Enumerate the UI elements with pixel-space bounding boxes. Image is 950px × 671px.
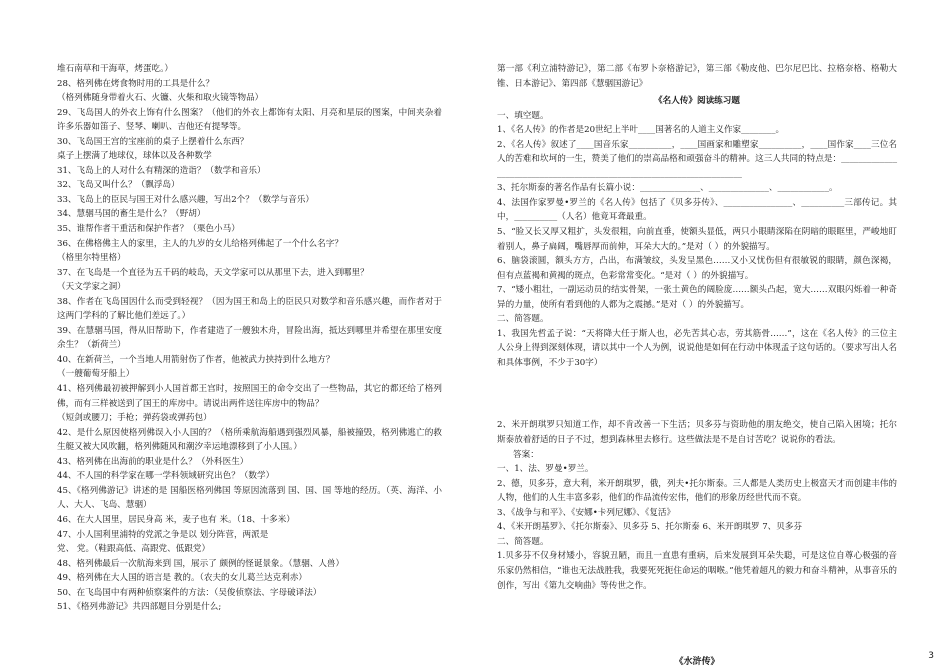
short-question-1: 1、我国先哲孟子说：“天将降大任于斯人也，必先苦其心志，劳其筋骨……”，这在《名人传》的三位主人公身上得到深刻体现，请以其中一个人为例，说说他是如何在行动中体现孟子这句话的。（要求写出人名和具体事例，不少于30字） xyxy=(497,328,897,368)
left-line: 40、在新荷兰，一个当地人用箭射伤了作者，他被武力挟持到什么地方？ xyxy=(57,354,335,365)
left-line: 43、格列佛在出海前的职业是什么？（外科医生） xyxy=(57,456,249,467)
left-line: 49、格列佛在大人国的语言是 教的。（农夫的女儿葛兰达克利赤） xyxy=(57,573,307,584)
left-line: 44、不人国的科学家在哪一学科领域研究出色？（数学） xyxy=(57,471,275,482)
short-question-2: 2、米开朗琪罗只知道工作，却不肯改善一下生活；贝多芬与资助他的朋友绝交，使自己陷入困境；托尔斯泰放着舒适的日子不过，想到森林里去修行。这些做法是不是自讨苦吃？说说你的看法。 xyxy=(497,420,897,446)
fill-item-3: 3、托尔斯泰的著名作品有长篇小说：______________、______________、____________。 xyxy=(497,183,838,194)
left-line: （格列佛随身带着火石、火镰、火柴和取火镜等物品） xyxy=(57,93,264,104)
left-line: 35、谁帮作者干重活和保护作者？（栗色小马） xyxy=(57,224,240,235)
fill-item-6: 6、脑袋滚圆，额头方方，凸出，布满皱纹，头发呈黑色……又小又忧伤但有很敏锐的眼睛，颜色深褐，但有点蓝褐和黄褐的斑点，色彩常常变化。“是对（ ）的外貌描写。 xyxy=(497,256,897,281)
left-line: 51、《格列弗游记》共四部题目分别是什么; xyxy=(57,602,222,613)
fill-item-4: 4、法国作家罗曼•罗兰的《名人传》包括了《贝多芬传》、________________、__________三部传记。其中，__________（人名）他竟耳聋最重。 xyxy=(497,197,897,223)
left-line: （一艘葡萄牙船上） xyxy=(57,369,135,380)
left-line: 32、飞岛又叫什么？（飘浮岛） xyxy=(57,180,180,191)
answer-1: 一、1、法、罗曼•罗兰。 xyxy=(497,464,594,475)
answer-2: 2、德，贝多芬，意大利，米开朗琪罗，俄，列夫•托尔斯泰。三人都是人类历史上极富天才而创建丰伟的人物，他们的人生丰富多彩，他们的作品流传宏伟，他们的形象历经世代而不衰。 xyxy=(497,478,897,504)
left-line: （短剑或腰刀；手枪；弹药袋或弹药包） xyxy=(57,413,212,424)
left-line: 48、格列佛最后一次航海来到 国，展示了 颇例的怪诞景象。（慧骃、人兽） xyxy=(57,558,345,569)
fill-item-5: 5、“脸又长又厚又粗扩，头发很粗，向前直垂，使额头显低，两只小眼睛深陷在阴暗的眼眶里，严峻地盯着别人，鼻子扁阔，嘴唇厚而前伸，耳朵大大的。”是对（ ）的外貌描写。 xyxy=(497,227,897,252)
left-line: 桌子上摆满了地球仪，球体以及各种数学 xyxy=(57,151,212,162)
answer-3: 3、《战争与和平》、《安娜•卡列尼娜》、《复活》 xyxy=(497,507,676,518)
left-line: 47、小人国利里浦特的党派之争是以 划分阵营，两派是 xyxy=(57,529,269,540)
page-number: 3 xyxy=(928,651,934,661)
section-short-answer: 二、简答题。 xyxy=(497,314,549,325)
left-line: 45、《格列佛游记》讲述的是 国船医格列佛国 等原因流落到 国、国、国 等地的经历。（英、海洋、小人、大人、飞岛、慧骃） xyxy=(57,485,442,511)
fill-item-7: 7、“矮小粗壮，一副运动员的结实骨架，一张土黄色的阔脸庞……额头凸起，宽大……双眼闪烁着一种奇异的力量，使所有看到他的人都为之震撼。”是对（ ）的外貌描写。 xyxy=(497,285,897,310)
left-line: 39、在慧骃马国，得从旧帮助下，作者建造了一艘独木舟，冒险出海，抵达到哪里并希望在那里安度余生？（新荷兰） xyxy=(57,325,442,351)
left-line: 党、 党。（鞋跟高低、高跟党、低跟党） xyxy=(57,544,211,555)
answer-short-1: 1.贝多芬不仅身材矮小，容貌丑陋，而且一直患有重病，后来发展到耳朵失聪，可是这位自尊心极强的音乐家仍然相信，“谁也无法战胜我，我要死死扼住命运的咽喉。”他凭着超凡的毅力和奋斗精神，从事音乐的创作，写出《第九交响曲》等传世之作。 xyxy=(497,551,897,591)
left-line: （格里尔特里格） xyxy=(57,253,126,264)
left-line: 36、在佛格佛主人的家里，主人的九岁的女儿给格列佛起了一个什么名字？ xyxy=(57,238,343,249)
left-line: 34、慧骃马国的畜生是什么？（野胡） xyxy=(57,209,206,220)
left-column xyxy=(57,62,442,615)
left-line: 29、飞岛国人的外衣上饰有什么图案？（他们的外衣上都饰有太阳、月亮和星辰的图案，中间夹杂着许多乐器如笛子、竖琴、喇叭、吉他还有提琴等。 xyxy=(57,107,442,133)
left-line: 30、飞岛国王宫的宝座前的桌子上摆着什么东西？ xyxy=(57,136,249,147)
left-line: 33、飞岛上的臣民与国王对什么感兴趣，写出2个？（数学与音乐） xyxy=(57,194,315,205)
right-column xyxy=(497,62,897,670)
left-line: 28、格列佛在烤食物时用的工具是什么？ xyxy=(57,78,215,89)
fill-item-1: 1、《名人传》的作者是20世纪上半叶____国著名的人道主义作家________。 xyxy=(497,125,785,136)
left-line: 31、飞岛上的人对什么有精深的造诣？（数学和音乐） xyxy=(57,165,266,176)
left-line: 50、在飞岛国中有两种侦察案件的方法：（吴俊侦察法、字母破译法） xyxy=(57,587,322,598)
answer-4: 4、《米开朗基罗》、《托尔斯泰》、贝多芬 5、托尔斯泰 6、米开朗琪罗 7、贝多芬 xyxy=(497,522,803,533)
left-line: 38、作者在飞岛国因什么而受到轻视？（因为国王和岛上的臣民只对数学和音乐感兴趣，而作者对于这两门学科的了解比他们差远了。） xyxy=(57,296,442,322)
left-line: 37、在飞岛是一个直径为五千码的岐岛，天文学家可以从那里下去，进入到哪里？ xyxy=(57,267,369,278)
mingrenzhuan-title: 《名人传》阅读练习题 xyxy=(654,96,740,107)
left-line: （天文学家之洞） xyxy=(57,282,126,293)
fill-item-2: 2、《名人传》叙述了____国音乐家__________，____国画家和雕塑家__________，____国作家____三位名人的苦难和坎坷的一生，赞美了他们的崇高品格和顽强奋斗的精神。这三人共同的特点是：______________________________________________________________________ xyxy=(497,139,897,179)
left-line: 41、格列佛最初被押解到小人国首都王宫时，按照国王的命令交出了一些物品，其它的都还给了格列佛，而有三样被送到了国王的库房中。请说出两件送往库房中的物品？ xyxy=(57,384,442,409)
answer-label: 答案： xyxy=(513,449,539,460)
gulliver-parts-answer: 第一部《利立浦特游记》，第二部《布罗卜奈格游记》，第三部《勒皮他、巴尔尼巴比、拉格奈格、格勒大锥、日本游记》、第四部《慧骃国游记》 xyxy=(497,64,897,89)
shuihuzhuan-title: 《水浒传》 xyxy=(674,657,720,668)
left-line: 46、在大人国里，居民身高 米，麦子也有 米。（18、十多米） xyxy=(57,514,295,525)
left-line: 42、是什么原因使格列佛误入小人国的？（格所乘航海船遇到强烈风暴，船被撞毁，格列佛逃亡的救生艇又被大风吹翻，格列佛随风和潮汐幸运地漂移到了小人国。） xyxy=(57,427,442,453)
left-line: 堆石南草和干海草，烤蛋吃。） xyxy=(57,64,174,74)
answer-section-2: 二、简答题。 xyxy=(497,536,549,547)
section-fill-in: 一、填空题。 xyxy=(497,110,549,121)
